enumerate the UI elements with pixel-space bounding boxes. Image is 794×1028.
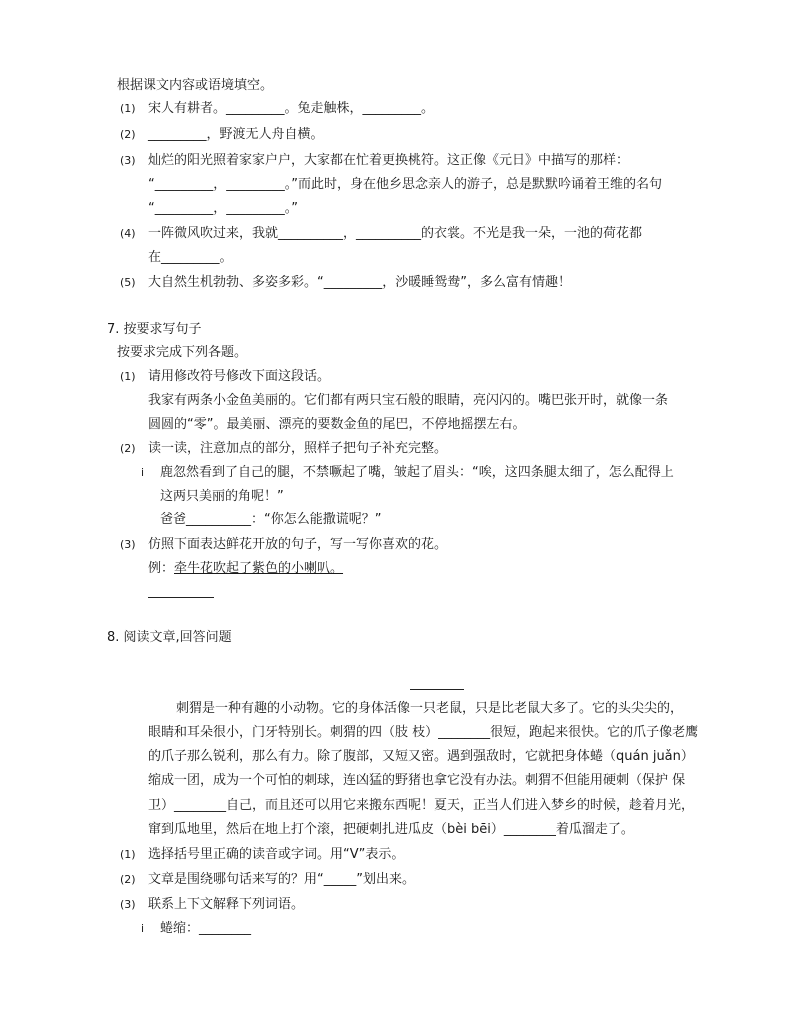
instruction: 根据课文内容或语境填空。 bbox=[117, 78, 274, 93]
question-text: 选择括号里正确的读音或字词。用“V”表示。 bbox=[148, 847, 405, 862]
fill-item: 宋人有耕者。_________。兔走触株，_________。 bbox=[148, 101, 435, 116]
answer-line bbox=[148, 596, 214, 598]
item-number: (1) bbox=[120, 370, 136, 383]
question-text: 联系上下文解释下列词语。 bbox=[148, 897, 305, 912]
passage-line: 刺猬是一种有趣的小动物。它的身体活像一只老鼠，只是比老鼠大多了。它的头尖尖的， bbox=[176, 701, 684, 716]
passage-line: 的爪子那么锐利，那么有力。除了腹部，又短又密。遇到强敌时，它就把身体蜷（quán juǎn） bbox=[148, 749, 694, 764]
item-number: (5) bbox=[120, 276, 136, 289]
dad-suffix: ：“你怎么能撒谎呢？” bbox=[251, 512, 382, 527]
section-heading: 7. 按要求写句子 bbox=[107, 322, 202, 337]
passage-line: 眼睛和耳朵很小，门牙特别长。刺猬的四（肢 枝）________很短，跑起来很快。它的爪子像老鹰 bbox=[148, 725, 699, 740]
sub-item-number: i bbox=[141, 466, 145, 479]
fill-item: _________，野渡无人舟自横。 bbox=[148, 127, 324, 142]
passage-line: 鹿忽然看到了自己的腿，不禁噘起了嘴，皱起了眉头：“唉，这四条腿太细了，怎么配得上 bbox=[160, 465, 674, 480]
item-number: (2) bbox=[120, 873, 136, 886]
title-blank bbox=[410, 688, 464, 690]
passage-line: 窜到瓜地里，然后在地上打个滚，把硬刺扎进瓜皮（bèi bēi）________着瓜溜走了。 bbox=[148, 822, 634, 837]
item-number: (3) bbox=[120, 898, 136, 911]
passage-line: 卫）________自己，而且还可以用它来搬东西呢！夏天，正当人们进入梦乡的时候，趁着月光， bbox=[148, 798, 695, 813]
fill-item: 灿烂的阳光照着家家户户，大家都在忙着更换桃符。这正像《元日》中描写的那样： bbox=[148, 153, 630, 168]
sub-item-number: i bbox=[141, 922, 145, 935]
example-label: 例： bbox=[148, 561, 175, 576]
fill-item-line: “_________，_________。” bbox=[148, 201, 298, 216]
item-number: (2) bbox=[120, 128, 136, 141]
vocab-item: 蜷缩：________ bbox=[160, 921, 252, 936]
fill-item-line: 在_________。 bbox=[148, 250, 233, 265]
fill-item: 大自然生机勃勃、多姿多彩。“_________，沙暖睡鸳鸯”，多么富有情趣！ bbox=[148, 275, 571, 290]
item-number: (1) bbox=[120, 102, 136, 115]
fill-item: 一阵微风吹过来，我就__________，__________的衣裳。不光是我一朵，一池的荷花都 bbox=[148, 226, 643, 241]
fill-item-line: “_________，_________。”而此时，身在他乡思念亲人的游子，总是默默吟诵着王维的名句 bbox=[148, 177, 662, 192]
question-prompt: 读一读，注意加点的部分，照样子把句子补充完整。 bbox=[148, 441, 448, 456]
answer-blank: __________ bbox=[186, 512, 252, 527]
passage-line: 缩成一团，成为一个可怕的刺球，连凶猛的野猪也拿它没有办法。刺猬不但能用硬刺（保护 保 bbox=[148, 773, 686, 788]
section-heading: 8. 阅读文章,回答问题 bbox=[107, 630, 232, 645]
passage-line: 我家有两条小金鱼美丽的。它们都有两只宝石般的眼睛，亮闪闪的。嘴巴张开时，就像一条 bbox=[148, 393, 669, 408]
item-number: (4) bbox=[120, 227, 136, 240]
item-number: (3) bbox=[120, 538, 136, 551]
example-sentence bbox=[148, 560, 343, 578]
question-prompt: 仿照下面表达鲜花开放的句子，写一写你喜欢的花。 bbox=[148, 537, 448, 552]
dad-sentence bbox=[160, 511, 382, 529]
passage-line: 圆圆的“零”。最美丽、漂亮的要数金鱼的尾巴，不停地摇摆左右。 bbox=[148, 417, 526, 432]
item-number: (3) bbox=[120, 154, 136, 167]
passage-line: 这两只美丽的角呢！” bbox=[160, 489, 284, 504]
item-number: (2) bbox=[120, 442, 136, 455]
question-prompt: 请用修改符号修改下面这段话。 bbox=[148, 369, 331, 384]
dad-prefix: 爸爸 bbox=[160, 512, 187, 527]
item-number: (1) bbox=[120, 848, 136, 861]
question-text: 文章是围绕哪句话来写的？用“_____”划出来。 bbox=[148, 872, 415, 887]
example-text: 牵牛花吹起了紫色的小喇叭。 bbox=[174, 561, 344, 576]
instruction: 按要求完成下列各题。 bbox=[117, 345, 248, 360]
